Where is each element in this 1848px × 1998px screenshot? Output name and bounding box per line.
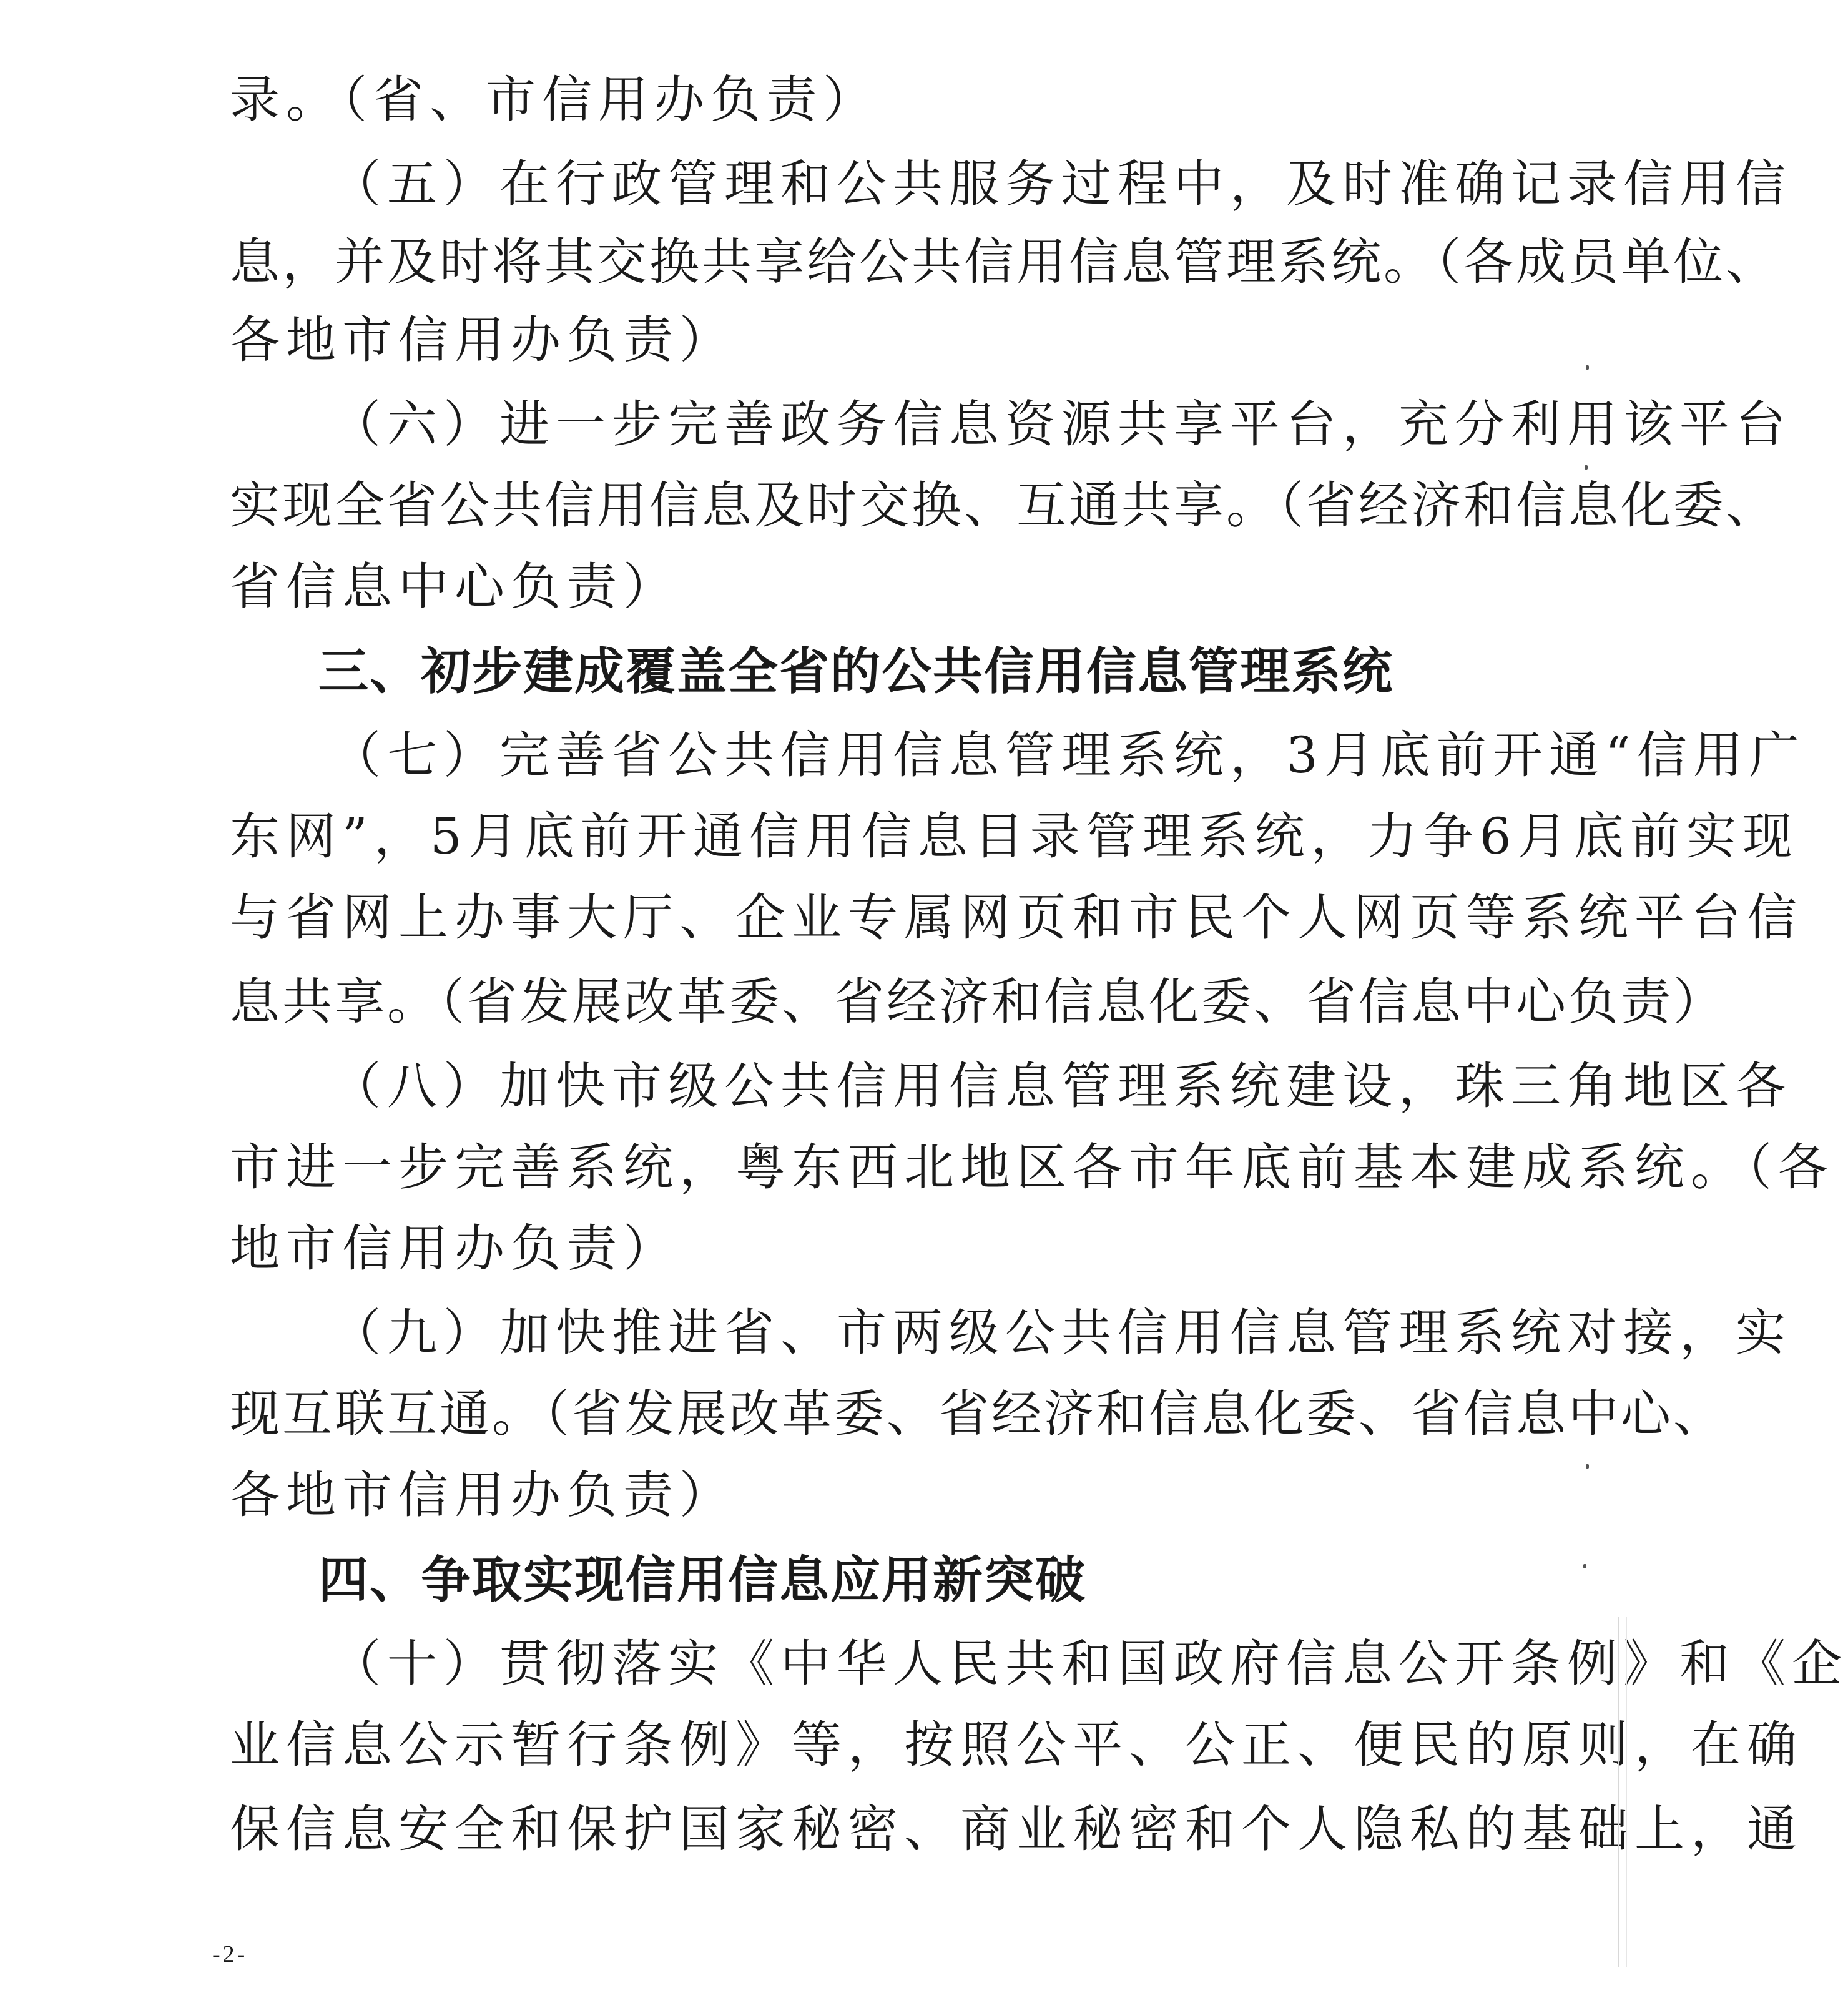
scan-speck xyxy=(1586,365,1589,370)
text-line: 东网”，5月底前开通信用信息目录管理系统，力争6月底前实现 xyxy=(230,807,1799,865)
section-heading: 四、争取实现信用信息应用新突破 xyxy=(318,1550,1086,1609)
text-line: 录。（省、市信用办负责） xyxy=(230,71,879,129)
scan-speck xyxy=(1586,1464,1589,1469)
text-line: （六）进一步完善政务信息资源共享平台，充分利用该平台 xyxy=(331,395,1792,453)
scan-speck xyxy=(1583,1564,1586,1568)
text-line: （七）完善省公共信用信息管理系统，3月底前开通“信用广 xyxy=(331,726,1806,784)
text-line: 息共享。（省发展改革委、省经济和信息化委、省信息中心负责） xyxy=(230,973,1726,1031)
text-line: （九）加快推进省、市两级公共信用信息管理系统对接，实 xyxy=(331,1304,1792,1362)
text-line: 各地市信用办负责） xyxy=(230,1466,735,1524)
text-line: 与省网上办事大厅、企业专属网页和市民个人网页等系统平台信 xyxy=(230,888,1803,947)
text-line: 市进一步完善系统，粤东西北地区各市年底前基本建成系统。（各 xyxy=(230,1138,1834,1196)
text-line: （八）加快市级公共信用信息管理系统建设，珠三角地区各 xyxy=(331,1057,1792,1115)
text-line: （五）在行政管理和公共服务过程中，及时准确记录信用信 xyxy=(331,155,1792,213)
text-line: 各地市信用办负责） xyxy=(230,311,735,369)
text-line: 实现全省公共信用信息及时交换、互通共享。（省经济和信息化委、 xyxy=(230,476,1778,534)
text-line: （十）贯彻落实《中华人民共和国政府信息公开条例》和《企 xyxy=(331,1635,1848,1693)
scan-speck xyxy=(1585,465,1588,470)
section-heading: 三、初步建成覆盖全省的公共信用信息管理系统 xyxy=(318,642,1393,701)
text-line: 保信息安全和保护国家秘密、商业秘密和个人隐私的基础上，通 xyxy=(230,1800,1803,1858)
page-number: -2- xyxy=(212,1941,248,1967)
text-line: 省信息中心负责） xyxy=(230,558,679,616)
text-line: 息，并及时将其交换共享给公共信用信息管理系统。（各成员单位、 xyxy=(230,233,1778,291)
text-line: 地市信用办负责） xyxy=(230,1219,679,1277)
text-line: 业信息公示暂行条例》等，按照公平、公正、便民的原则，在确 xyxy=(230,1716,1803,1774)
scan-edge xyxy=(1618,1617,1627,1967)
text-line: 现互联互通。（省发展改革委、省经济和信息化委、省信息中心、 xyxy=(230,1385,1726,1443)
